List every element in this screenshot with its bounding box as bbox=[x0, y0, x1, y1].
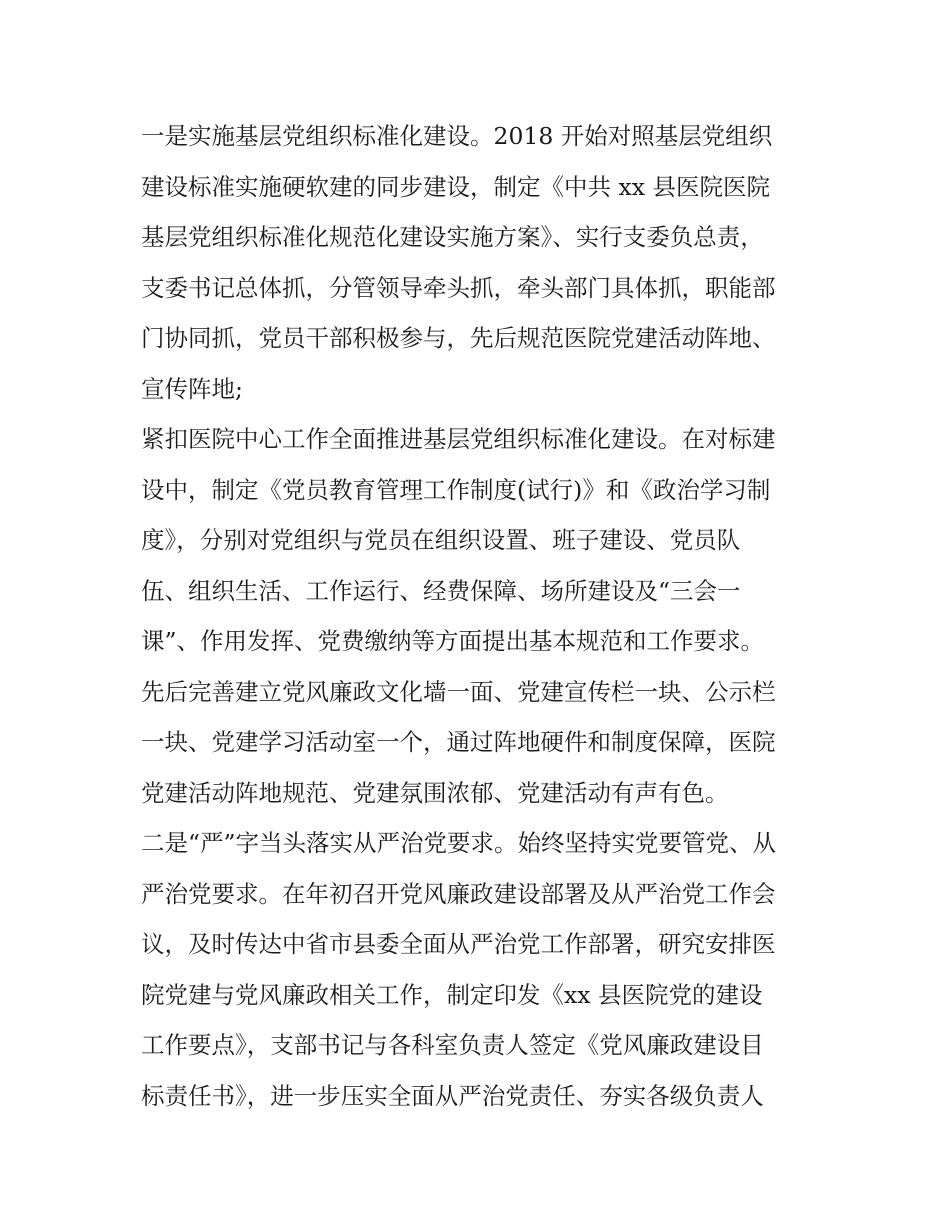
text-line: 议，及时传达中省市县委全面从严治党工作部署，研究安排医 bbox=[141, 930, 776, 958]
text-line: 紧扣医院中心工作全面推进基层党组织标准化建设。在对标建 bbox=[141, 425, 776, 453]
text-line: 宣传阵地; bbox=[141, 374, 243, 403]
text-line: 工作要点》，支部书记与各科室负责人签定《党风廉政建设目 bbox=[141, 1031, 764, 1059]
text-line: 门协同抓，党员干部积极参与，先后规范医院党建活动阵地、 bbox=[141, 324, 776, 352]
text-line: 课”、作用发挥、党费缴纳等方面提出基本规范和工作要求。 bbox=[141, 627, 765, 655]
text-line: 度》，分别对党组织与党员在组织设置、班子建设、党员队 bbox=[141, 526, 741, 554]
text-line: 党建活动阵地规范、党建氛围浓郁、党建活动有声有色。 bbox=[141, 778, 729, 807]
text-line: 设中，制定《党员教育管理工作制度(试行)》和《政治学习制 bbox=[141, 475, 771, 504]
text-line: 院党建与党风廉政相关工作，制定印发《xx 县医院党的建设 bbox=[141, 980, 763, 1009]
text-line: 基层党组织标准化规范化建设实施方案》、实行支委负总责， bbox=[141, 223, 764, 251]
text-line: 支委书记总体抓，分管领导牵头抓，牵头部门具体抓，职能部 bbox=[141, 273, 776, 302]
text-line: 严治党要求。在年初召开党风廉政建设部署及从严治党工作会 bbox=[141, 879, 776, 908]
document-body bbox=[141, 111, 821, 1121]
text-line: 一是实施基层党组织标准化建设。2018 开始对照基层党组织 bbox=[141, 122, 773, 150]
text-line: 一块、党建学习活动室一个，通过阵地硬件和制度保障，医院 bbox=[141, 728, 776, 756]
text-line: 二是“严”字当头落实从严治党要求。始终坚持实党要管党、从 bbox=[141, 829, 777, 857]
text-line: 标责任书》，进一步压实全面从严治党责任、夯实各级负责人 bbox=[141, 1081, 764, 1110]
text-line: 先后完善建立党风廉政文化墙一面、党建宣传栏一块、公示栏 bbox=[141, 677, 776, 706]
text-line: 建设标准实施硬软建的同步建设，制定《中共 xx 县医院医院 bbox=[141, 172, 770, 201]
text-line: 伍、组织生活、工作运行、经费保障、场所建设及“三会一 bbox=[141, 576, 741, 605]
